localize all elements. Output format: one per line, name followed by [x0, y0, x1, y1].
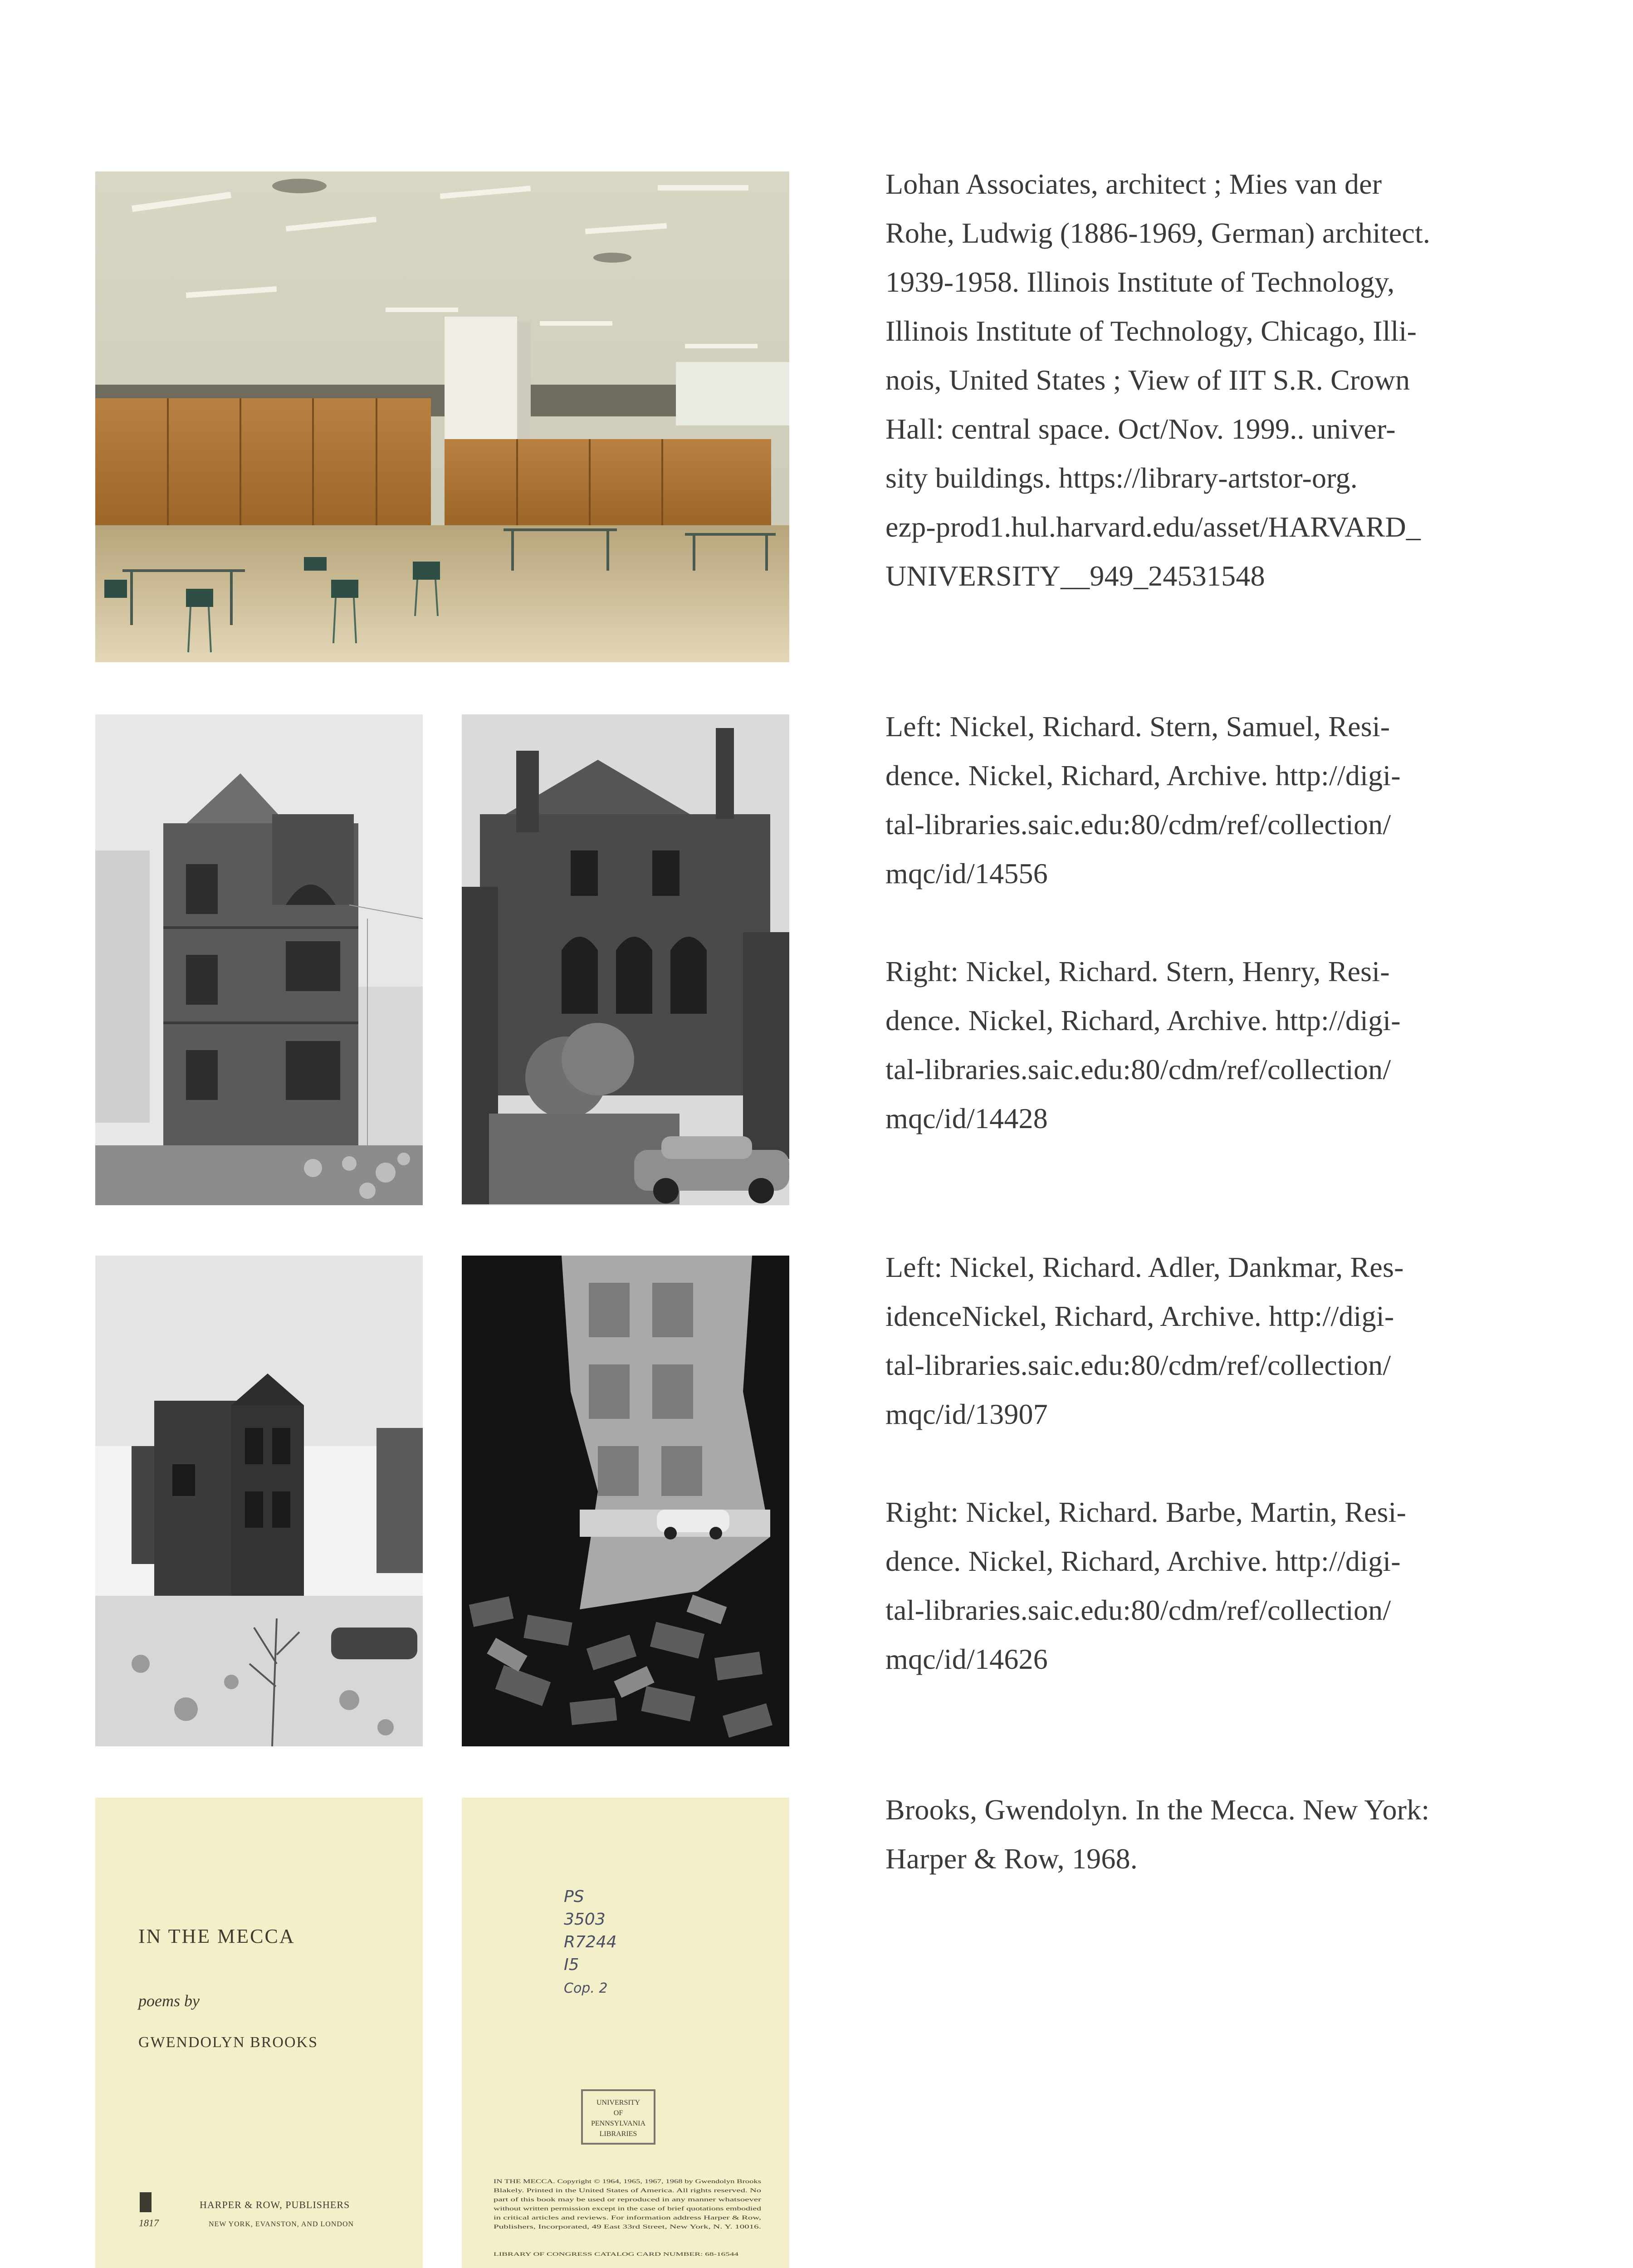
svg-text:part of this book may be used: part of this book may be used or reproduced in any manner whatsoever: [494, 2196, 762, 2203]
caption-paragraph: Left: Nickel, Richard. Adler, Dankmar, Res- idenceNickel, Richard, Archive. http://digi- tal-libraries.saic.edu:80/cdm/ref/collection/ mqc/id/13907: [885, 1251, 1404, 1430]
crown-hall-interior-photo: [95, 171, 789, 662]
catalog-card-number: LIBRARY OF CONGRESS CATALOG CARD NUMBER: 68-16544: [494, 2251, 738, 2257]
svg-text:Blakely. Printed in the United: Blakely. Printed in the United States of America. All rights reserved. No: [494, 2187, 761, 2194]
book-places: NEW YORK, EVANSTON, AND LONDON: [209, 2220, 354, 2228]
caption-paragraph: Right: Nickel, Richard. Barbe, Martin, Resi- dence. Nickel, Richard, Archive. http://digi- tal-libraries.saic.edu:80/cdm/ref/collection/ mqc/id/14626: [885, 1496, 1407, 1675]
caption-stern-residences: [885, 702, 1557, 1143]
call-number-line: I5: [564, 1955, 579, 1974]
caption-paragraph: Brooks, Gwendolyn. In the Mecca. New York: Harper & Row, 1968.: [885, 1794, 1430, 1875]
stern-henry-residence-photo: [462, 714, 789, 1205]
in-the-mecca-copyright-page: [462, 1798, 789, 2268]
svg-text:without written permission exc: without written permission except in the case of brief quotations embodied: [494, 2205, 762, 2212]
caption-paragraph: Lohan Associates, architect ; Mies van der Rohe, Ludwig (1886-1969, German) architect. 1939-1958. Illinois Institute of Technology, Illinois Institute of Technology, Chicago, Illi- nois, United States ; View of IIT S.R. Crown Hall: central space. Oct/Nov. 1999.. univer- sity buildings. https://library-artstor-org. ezp-prod1.hul.harvard.edu/asset/HARVARD_ UNIVERSITY__949_24531548: [885, 168, 1431, 592]
svg-text:Publishers, Incorporated, 49 E: Publishers, Incorporated, 49 East 33rd Street, New York, N. Y. 10016.: [494, 2223, 761, 2230]
call-number-line: 3503: [564, 1910, 606, 1929]
caption-paragraph: Right: Nickel, Richard. Stern, Henry, Resi- dence. Nickel, Richard, Archive. http://digi- tal-libraries.saic.edu:80/cdm/ref/collection/ mqc/id/14428: [885, 955, 1401, 1134]
caption-paragraph: Left: Nickel, Richard. Stern, Samuel, Resi- dence. Nickel, Richard, Archive. http://digi- tal-libraries.saic.edu:80/cdm/ref/collection/ mqc/id/14556: [885, 710, 1401, 890]
call-number-line: PS: [564, 1887, 584, 1906]
book-publisher: HARPER & ROW, PUBLISHERS: [200, 2199, 350, 2210]
book-subtitle: poems by: [138, 1992, 200, 2010]
barbe-martin-residence-photo: [462, 1256, 789, 1746]
caption-adler-barbe-residences: [885, 1243, 1557, 1684]
publisher-torch-logo: [140, 2192, 152, 2212]
call-number-line: Cop. 2: [564, 1980, 608, 1996]
caption-in-the-mecca: [885, 1785, 1557, 1883]
book-title: IN THE MECCA: [138, 1925, 295, 1947]
svg-text:in critical articles and revie: in critical articles and reviews. For information address Harper & Row,: [494, 2214, 761, 2221]
svg-text:LIBRARIES: LIBRARIES: [599, 2130, 637, 2138]
svg-text:UNIVERSITY: UNIVERSITY: [596, 2099, 640, 2107]
svg-text:PENNSYLVANIA: PENNSYLVANIA: [591, 2120, 646, 2127]
stern-samuel-residence-photo: [95, 714, 423, 1205]
svg-text:OF: OF: [613, 2109, 623, 2117]
in-the-mecca-title-page: [95, 1798, 423, 2268]
svg-text:IN THE MECCA. Copyright © 1964: IN THE MECCA. Copyright © 1964, 1965, 1967, 1968 by Gwendolyn Brooks: [494, 2178, 761, 2185]
caption-crown-hall: [885, 160, 1557, 601]
call-number-line: R7244: [564, 1933, 617, 1951]
book-colophon-year: 1817: [139, 2217, 159, 2229]
adler-dankmar-residence-photo: [95, 1256, 423, 1746]
book-author: GWENDOLYN BROOKS: [138, 2034, 318, 2051]
